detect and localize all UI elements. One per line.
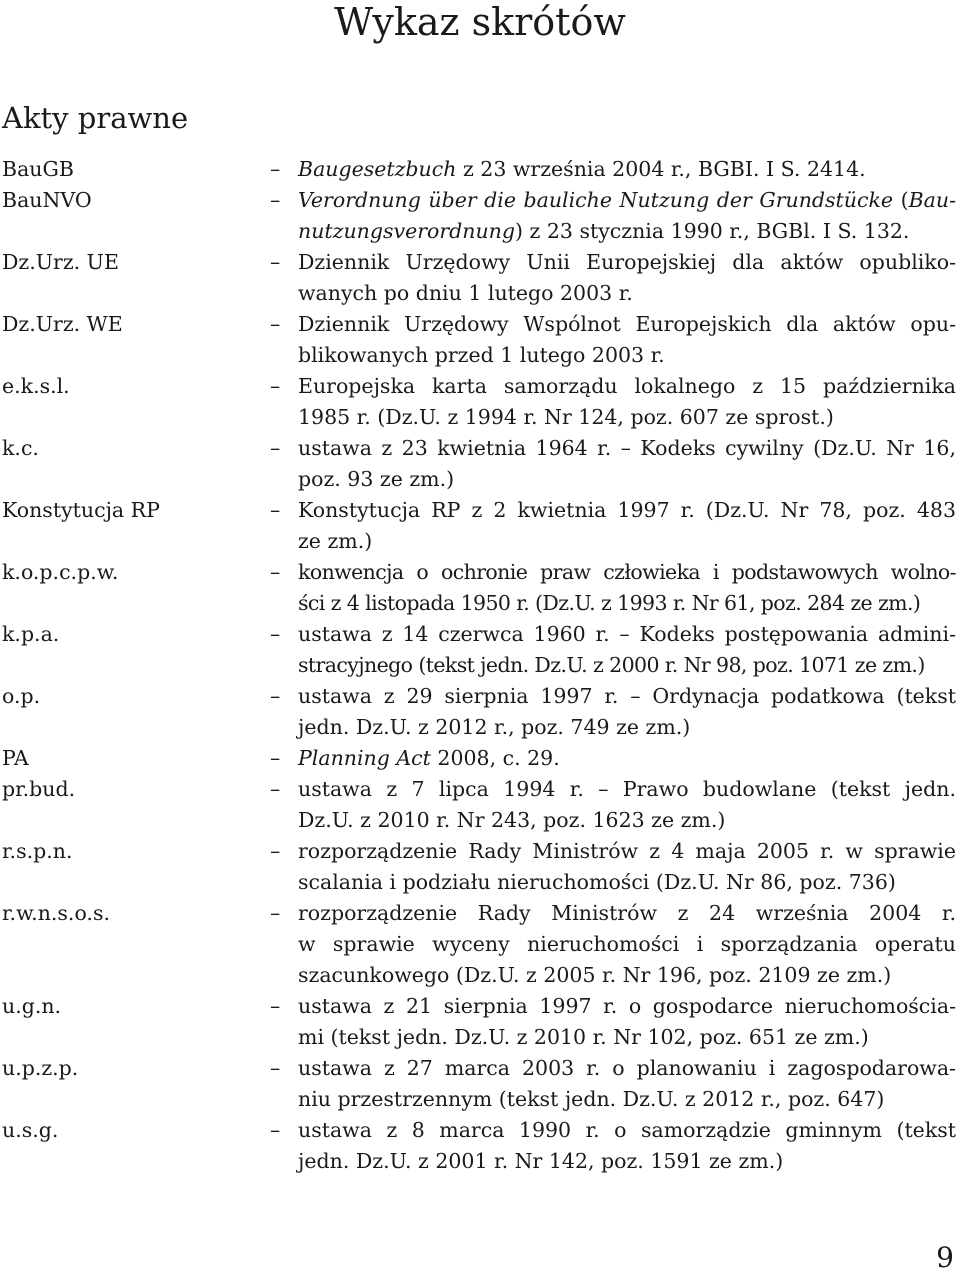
dash-separator: –	[270, 839, 281, 863]
abbreviation-definition	[298, 774, 958, 836]
dash-separator: –	[270, 374, 281, 398]
abbreviation-entry	[2, 433, 958, 495]
dash-separator: –	[270, 1118, 281, 1142]
italic-title-text: Bau-	[908, 188, 956, 212]
abbreviation-entry	[2, 681, 958, 743]
abbreviation-definition	[298, 743, 958, 774]
definition-text: stracyjnego (tekst jedn. Dz.U. z 2000 r. Nr 98, poz. 1071 ze zm.)	[298, 653, 925, 677]
abbreviation-term: u.p.z.p.	[2, 1056, 79, 1080]
abbreviation-term: k.p.a.	[2, 622, 60, 646]
dash-separator: –	[270, 188, 281, 212]
abbreviation-entry	[2, 557, 958, 619]
abbreviation-definition	[298, 557, 958, 619]
definition-line	[298, 712, 956, 743]
abbreviation-entry	[2, 1053, 958, 1115]
definition-text: jedn. Dz.U. z 2012 r., poz. 749 ze zm.)	[298, 715, 691, 739]
abbreviation-definition	[298, 154, 958, 185]
definition-text: w sprawie wyceny nieruchomości i sporządzania operatu	[298, 932, 956, 956]
definition-line	[298, 867, 956, 898]
definition-text: ustawa z 27 marca 2003 r. o planowaniu i zagospodarowa-	[298, 1056, 956, 1080]
abbreviation-definition	[298, 309, 958, 371]
definition-text: szacunkowego (Dz.U. z 2005 r. Nr 196, poz. 2109 ze zm.)	[298, 963, 892, 987]
abbreviation-entry	[2, 185, 958, 247]
definition-line	[298, 216, 956, 247]
dash-separator: –	[270, 777, 281, 801]
definition-line	[298, 464, 956, 495]
abbreviation-entry	[2, 836, 958, 898]
abbreviation-term: k.o.p.c.p.w.	[2, 560, 119, 584]
definition-line	[298, 774, 956, 805]
definition-line	[298, 805, 956, 836]
abbreviation-entry	[2, 1115, 958, 1177]
abbreviation-definition	[298, 681, 958, 743]
abbreviation-term: Dz.Urz. UE	[2, 250, 119, 274]
abbreviation-term: pr.bud.	[2, 777, 76, 801]
abbreviation-definition	[298, 1053, 958, 1115]
definition-text: 1985 r. (Dz.U. z 1994 r. Nr 124, poz. 607 ze sprost.)	[298, 405, 834, 429]
abbreviation-definition	[298, 1115, 958, 1177]
page-title: Wykaz skrótów	[334, 0, 626, 44]
abbreviation-term: e.k.s.l.	[2, 374, 70, 398]
abbreviation-list	[2, 154, 958, 1177]
definition-line	[298, 557, 956, 588]
abbreviation-entry	[2, 774, 958, 836]
italic-title-text: Verordnung über die bauliche Nutzung der Grundstücke	[298, 188, 894, 212]
definition-text: blikowanych przed 1 lutego 2003 r.	[298, 343, 665, 367]
abbreviation-entry	[2, 898, 958, 991]
definition-text: Dziennik Urzędowy Unii Europejskiej dla aktów opubliko-	[298, 250, 956, 274]
page-number: 9	[936, 1241, 954, 1274]
dash-separator: –	[270, 746, 281, 770]
definition-text: konwencja o ochronie praw człowieka i podstawowych wolno-	[298, 560, 956, 584]
abbreviation-term: r.w.n.s.o.s.	[2, 901, 110, 925]
definition-line	[298, 836, 956, 867]
italic-title-text: Planning Act	[298, 746, 431, 770]
definition-line	[298, 340, 956, 371]
dash-separator: –	[270, 436, 281, 460]
abbreviation-term: k.c.	[2, 436, 39, 460]
definition-text: Dziennik Urzędowy Wspólnot Europejskich dla aktów opu-	[298, 312, 956, 336]
definition-text: jedn. Dz.U. z 2001 r. Nr 142, poz. 1591 ze zm.)	[298, 1149, 784, 1173]
definition-line	[298, 1053, 956, 1084]
definition-line	[298, 929, 956, 960]
italic-title-text: nutzungsverordnung	[298, 219, 516, 243]
definition-line	[298, 371, 956, 402]
definition-line	[298, 247, 956, 278]
dash-separator: –	[270, 994, 281, 1018]
abbreviation-entry	[2, 495, 958, 557]
definition-line	[298, 526, 956, 557]
definition-text: Dz.U. z 2010 r. Nr 243, poz. 1623 ze zm.)	[298, 808, 726, 832]
abbreviation-term: BauNVO	[2, 188, 92, 212]
definition-text: ustawa z 29 sierpnia 1997 r. – Ordynacja podatkowa (tekst	[298, 684, 956, 708]
definition-line	[298, 1022, 956, 1053]
definition-text: rozporządzenie Rady Ministrów z 4 maja 2005 r. w sprawie	[298, 839, 956, 863]
definition-text: ustawa z 21 sierpnia 1997 r. o gospodarce nieruchomościa-	[298, 994, 956, 1018]
abbreviation-term: r.s.p.n.	[2, 839, 73, 863]
italic-title-text: Baugesetzbuch	[298, 157, 457, 181]
dash-separator: –	[270, 250, 281, 274]
definition-text: ) z 23 stycznia 1990 r., BGBl. I S. 132.	[515, 219, 910, 243]
definition-text: ustawa z 7 lipca 1994 r. – Prawo budowlane (tekst jedn.	[298, 777, 956, 801]
definition-line	[298, 898, 956, 929]
abbreviation-definition	[298, 433, 958, 495]
definition-line	[298, 743, 956, 774]
definition-text: mi (tekst jedn. Dz.U. z 2010 r. Nr 102, poz. 651 ze zm.)	[298, 1025, 869, 1049]
abbreviation-term: PA	[2, 746, 29, 770]
abbreviation-entry	[2, 619, 958, 681]
definition-text: Konstytucja RP z 2 kwietnia 1997 r. (Dz.U. Nr 78, poz. 483	[298, 498, 956, 522]
abbreviation-definition	[298, 185, 958, 247]
abbreviation-definition	[298, 371, 958, 433]
section-heading: Akty prawne	[2, 101, 189, 135]
definition-text: 2008, c. 29.	[430, 746, 560, 770]
definition-text: niu przestrzennym (tekst jedn. Dz.U. z 2012 r., poz. 647)	[298, 1087, 885, 1111]
definition-text: wanych po dniu 1 lutego 2003 r.	[298, 281, 633, 305]
abbreviation-term: BauGB	[2, 157, 74, 181]
definition-line	[298, 650, 956, 681]
abbreviation-definition	[298, 619, 958, 681]
dash-separator: –	[270, 1056, 281, 1080]
definition-text: scalania i podziału nieruchomości (Dz.U. Nr 86, poz. 736)	[298, 870, 896, 894]
definition-line	[298, 991, 956, 1022]
dash-separator: –	[270, 901, 281, 925]
definition-text: z 23 września 2004 r., BGBI. I S. 2414.	[456, 157, 866, 181]
definition-line	[298, 309, 956, 340]
definition-line	[298, 433, 956, 464]
definition-line	[298, 1146, 956, 1177]
definition-line	[298, 960, 956, 991]
abbreviation-entry	[2, 743, 958, 774]
definition-text: Europejska karta samorządu lokalnego z 15 października	[298, 374, 956, 398]
definition-text: ustawa z 23 kwietnia 1964 r. – Kodeks cywilny (Dz.U. Nr 16,	[298, 436, 956, 460]
abbreviation-term: u.g.n.	[2, 994, 62, 1018]
definition-line	[298, 495, 956, 526]
definition-text: (	[893, 188, 909, 212]
dash-separator: –	[270, 157, 281, 181]
definition-line	[298, 278, 956, 309]
definition-line	[298, 619, 956, 650]
definition-text: rozporządzenie Rady Ministrów z 24 września 2004 r.	[298, 901, 956, 925]
abbreviation-definition	[298, 898, 958, 991]
dash-separator: –	[270, 622, 281, 646]
abbreviation-definition	[298, 247, 958, 309]
abbreviation-term: Konstytucja RP	[2, 498, 160, 522]
definition-line	[298, 681, 956, 712]
abbreviation-definition	[298, 991, 958, 1053]
abbreviation-entry	[2, 371, 958, 433]
definition-text: ustawa z 14 czerwca 1960 r. – Kodeks postępowania admini-	[298, 622, 956, 646]
dash-separator: –	[270, 560, 281, 584]
abbreviation-definition	[298, 495, 958, 557]
definition-text: ści z 4 listopada 1950 r. (Dz.U. z 1993 r. Nr 61, poz. 284 ze zm.)	[298, 591, 921, 615]
abbreviation-entry	[2, 247, 958, 309]
definition-line	[298, 1115, 956, 1146]
dash-separator: –	[270, 684, 281, 708]
dash-separator: –	[270, 312, 281, 336]
definition-text: ustawa z 8 marca 1990 r. o samorządzie gminnym (tekst	[298, 1118, 956, 1142]
abbreviation-definition	[298, 836, 958, 898]
dash-separator: –	[270, 498, 281, 522]
definition-text: poz. 93 ze zm.)	[298, 467, 455, 491]
abbreviation-entry	[2, 991, 958, 1053]
definition-line	[298, 154, 956, 185]
abbreviation-entry	[2, 154, 958, 185]
abbreviation-term: o.p.	[2, 684, 41, 708]
definition-text: ze zm.)	[298, 529, 373, 553]
abbreviation-term: u.s.g.	[2, 1118, 59, 1142]
definition-line	[298, 185, 956, 216]
definition-line	[298, 1084, 956, 1115]
definition-line	[298, 402, 956, 433]
abbreviation-term: Dz.Urz. WE	[2, 312, 123, 336]
definition-line	[298, 588, 956, 619]
abbreviation-entry	[2, 309, 958, 371]
